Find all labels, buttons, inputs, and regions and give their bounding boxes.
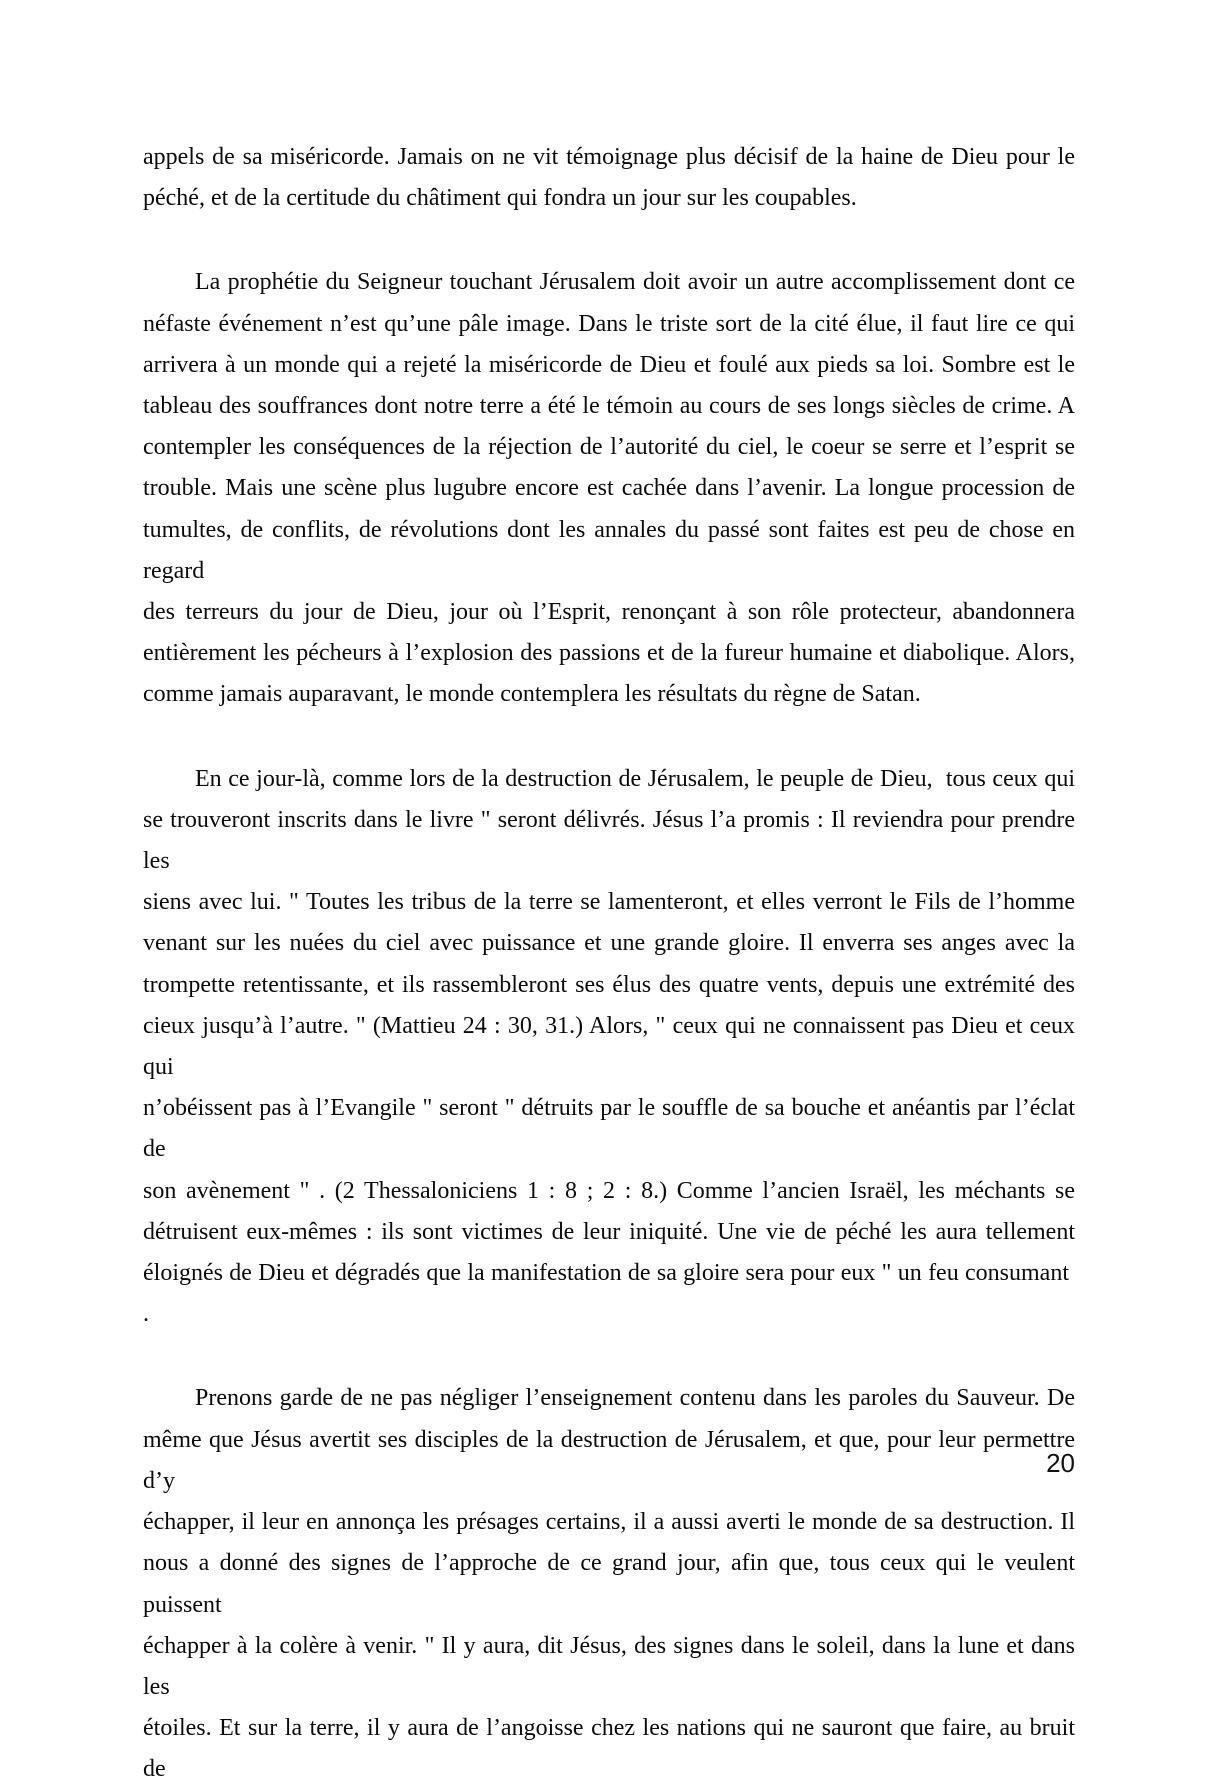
text-line: trompette retentissante, et ils rassembleront ses élus des quatre vents, depuis une extrémité des	[143, 971, 1075, 998]
text-line: En ce jour-là, comme lors de la destruction de Jérusalem, le peuple de Dieu, tous ceux qui	[195, 765, 1075, 792]
text-line: entièrement les pécheurs à l’explosion des passions et de la fureur humaine et diabolique. Alors,	[143, 640, 1075, 667]
text-line: tumultes, de conflits, de révolutions dont les annales du passé sont faites est peu de chose en regard	[143, 516, 1075, 584]
text-line: des terreurs du jour de Dieu, jour où l’Esprit, renonçant à son rôle protecteur, abandonnera	[143, 599, 1075, 626]
text-line: éloignés de Dieu et dégradés que la manifestation de sa gloire sera pour eux " un feu consumant .	[143, 1260, 1075, 1328]
text-line: se trouveront inscrits dans le livre " seront délivrés. Jésus l’a promis : Il reviendra pour prendre les	[143, 806, 1075, 875]
text-line: son avènement " . (2 Thessaloniciens 1 : 8 ; 2 : 8.) Comme l’ancien Israël, les méchants se	[143, 1177, 1075, 1204]
text-line: détruisent eux-mêmes : ils sont victimes de leur iniquité. Une vie de péché les aura tellement	[143, 1218, 1075, 1245]
text-line: étoiles. Et sur la terre, il y aura de l’angoisse chez les nations qui ne sauront que faire, au bruit de	[143, 1715, 1075, 1783]
text-line: tableau des souffrances dont notre terre a été le témoin au cours de ses longs siècles de crime. A	[143, 393, 1075, 420]
text-line: siens avec lui. " Toutes les tribus de la terre se lamenteront, et elles verront le Fils de l’homme	[143, 889, 1075, 916]
text-line: arrivera à un monde qui a rejeté la miséricorde de Dieu et foulé aux pieds sa loi. Sombre est le	[143, 351, 1075, 378]
text-line: même que Jésus avertit ses disciples de la destruction de Jérusalem, et que, pour leur permettre d’y	[143, 1426, 1075, 1494]
text-line: néfaste événement n’est qu’une pâle image. Dans le triste sort de la cité élue, il faut lire ce qui	[143, 310, 1075, 337]
text-line: n’obéissent pas à l’Evangile " seront " détruits par le souffle de sa bouche et anéantis par l’éclat de	[143, 1095, 1075, 1163]
paragraph	[143, 759, 1075, 1336]
text-line: échapper, il leur en annonça les présages certains, il a aussi averti le monde de sa destruction. Il	[143, 1509, 1075, 1536]
text-line: péché, et de la certitude du châtiment qui fondra un jour sur les coupables.	[143, 185, 857, 212]
text-line: venant sur les nuées du ciel avec puissance et une grande gloire. Il enverra ses anges avec la	[143, 930, 1075, 957]
text-line: comme jamais auparavant, le monde contemplera les résultats du règne de Satan.	[143, 681, 921, 708]
paragraph	[143, 1378, 1075, 1790]
text-line: contempler les conséquences de la réjection de l’autorité du ciel, le coeur se serre et l’esprit se	[143, 434, 1075, 461]
text-line: trouble. Mais une scène plus lugubre encore est cachée dans l’avenir. La longue procession de	[143, 475, 1075, 502]
page-number: 20	[1046, 1448, 1075, 1478]
text-line: appels de sa miséricorde. Jamais on ne vit témoignage plus décisif de la haine de Dieu pour le	[143, 144, 1075, 170]
text-line: nous a donné des signes de l’approche de ce grand jour, afin que, tous ceux qui le veulent puissent	[143, 1550, 1075, 1618]
paragraph	[143, 262, 1075, 715]
text-line: échapper à la colère à venir. " Il y aura, dit Jésus, des signes dans le soleil, dans la lune et dans les	[143, 1632, 1075, 1700]
document-text	[143, 137, 1075, 1791]
text-line: cieux jusqu’à l’autre. " (Mattieu 24 : 30, 31.) Alors, " ceux qui ne connaissent pas Dieu et ceux qui	[143, 1012, 1075, 1081]
paragraph	[143, 137, 1075, 219]
text-line: La prophétie du Seigneur touchant Jérusalem doit avoir un autre accomplissement dont ce	[195, 269, 1075, 296]
text-line: Prenons garde de ne pas négliger l’enseignement contenu dans les paroles du Sauveur. De	[195, 1385, 1075, 1412]
